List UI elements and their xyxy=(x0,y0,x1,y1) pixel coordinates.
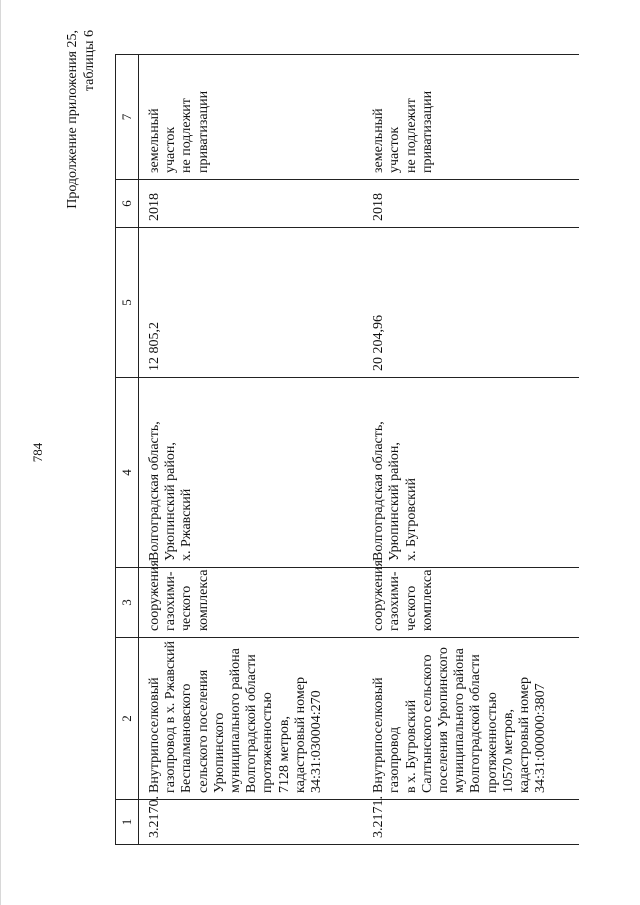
continuation-note xyxy=(64,30,98,209)
type-line: газохими- xyxy=(387,571,403,631)
type-line: сооружения xyxy=(147,560,162,631)
name-line: Волгоградской области xyxy=(244,654,260,793)
object-status xyxy=(365,55,579,180)
name-line: Внутрипоселковый xyxy=(147,677,162,793)
status-line: не подлежит xyxy=(179,98,195,173)
object-year: 2018 xyxy=(139,180,366,228)
status-line: приватизации xyxy=(195,90,211,173)
name-line: протяженностью xyxy=(260,692,276,793)
object-name xyxy=(139,638,366,800)
name-line: Салтынского сельского xyxy=(419,654,435,793)
status-line: земельный xyxy=(147,108,162,173)
page-number: 784 xyxy=(30,442,45,463)
table-row xyxy=(365,55,579,845)
name-line: муниципального района xyxy=(228,648,244,793)
header-col-7: 7 xyxy=(116,55,139,180)
header-col-6: 6 xyxy=(116,180,139,228)
type-line: комплекса xyxy=(195,569,211,631)
type-line: ческого xyxy=(179,585,195,631)
row-number: 3.2171. xyxy=(365,800,579,845)
scan-edge-rule xyxy=(0,0,1,905)
continuation-line-2: таблицы 6 xyxy=(82,30,97,92)
name-line: 34:31:000000:3807 xyxy=(533,683,549,793)
name-line: газопровод xyxy=(387,726,403,793)
name-line: 34:31:030004:270 xyxy=(309,690,325,793)
name-line: 10570 метров, xyxy=(500,709,516,793)
object-value: 12 805,2 xyxy=(139,228,366,378)
address-line: Волгоградская область, xyxy=(371,421,387,561)
status-line: земельный xyxy=(371,108,387,173)
name-line: 7128 метров, xyxy=(276,716,292,793)
row-number: 3.2170. xyxy=(139,800,366,845)
type-line: комплекса xyxy=(419,569,435,631)
object-name xyxy=(365,638,579,800)
object-type xyxy=(365,560,579,638)
name-line: поселения Урюпинского xyxy=(436,647,452,793)
name-line: Внутрипоселковый xyxy=(371,677,387,793)
status-line: участок xyxy=(163,126,179,173)
name-line: Волгоградской области xyxy=(468,654,484,793)
address-line: Урюпинский район, xyxy=(387,442,403,561)
header-col-1: 1 xyxy=(116,800,139,845)
name-line: кадастровый номер xyxy=(517,677,533,793)
name-line: кадастровый номер xyxy=(292,677,308,793)
header-col-4: 4 xyxy=(116,378,139,568)
object-status xyxy=(139,55,366,180)
table-header-row xyxy=(116,55,139,845)
property-table xyxy=(115,54,579,845)
object-year: 2018 xyxy=(365,180,579,228)
name-line: муниципального района xyxy=(452,648,468,793)
header-col-2: 2 xyxy=(116,638,139,800)
name-line: Беспалмановского xyxy=(179,683,195,793)
type-line: сооружения xyxy=(371,560,387,631)
object-address xyxy=(365,378,579,568)
address-line: х. Бугровский xyxy=(403,478,419,561)
table-row xyxy=(139,55,366,845)
address-line: Волгоградская область, xyxy=(147,421,162,561)
address-line: х. Ржавский xyxy=(179,488,195,561)
name-line: сельского поселения xyxy=(195,669,211,793)
status-line: приватизации xyxy=(419,90,435,173)
object-type xyxy=(139,560,366,638)
continuation-line-1: Продолжение приложения 25, xyxy=(65,30,80,209)
name-line: протяженностью xyxy=(484,692,500,793)
name-line: Урюпинского xyxy=(211,712,227,793)
header-col-5: 5 xyxy=(116,228,139,378)
address-line: Урюпинский район, xyxy=(163,442,179,561)
name-line: газопровод в х. Ржавский xyxy=(163,641,179,793)
name-line: в х. Бугровский xyxy=(403,699,419,793)
type-line: газохими- xyxy=(163,571,179,631)
type-line: ческого xyxy=(403,585,419,631)
status-line: не подлежит xyxy=(403,98,419,173)
status-line: участок xyxy=(387,126,403,173)
object-address xyxy=(139,378,366,568)
header-col-3: 3 xyxy=(116,568,139,638)
object-value: 20 204,96 xyxy=(365,228,579,378)
